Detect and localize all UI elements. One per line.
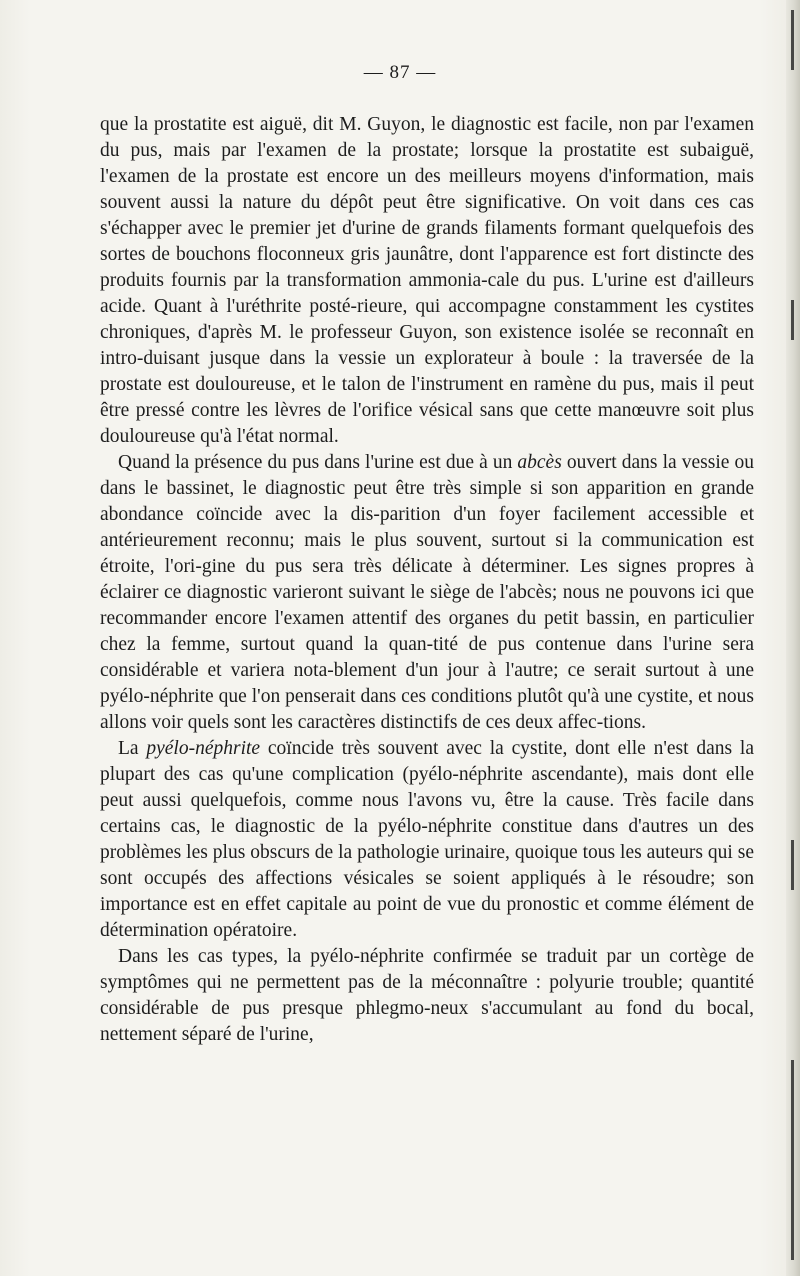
- edge-mark: [791, 10, 794, 70]
- paragraph-2-rest: ouvert dans la vessie ou dans le bassinet, le diagnostic peut être très simple si son apparition en grande abondance coïncide avec la dis-parition d'un foyer facilement accessible et antérieurement reconnu; mais le plus souvent, surtout si la communication est étroite, l'ori-gine du pus sera très délicate à déterminer. Les signes propres à éclairer ce diagnostic varieront suivant le siège de l'abcès; nous ne pouvons ici que recommander encore l'examen attentif des organes du petit bassin, en particulier chez la femme, surtout quand la quan-tité de pus contenue dans l'urine sera considérable et variera nota-blement d'un jour à l'autre; ce serait surtout à une pyélo-néphrite que l'on penserait dans ces conditions plutôt qu'à une cystite, et nous allons voir quels sont les caractères distinctifs de ces deux affec-tions.: [100, 452, 754, 733]
- paragraph-3: [100, 736, 754, 944]
- edge-mark: [791, 300, 794, 340]
- paragraph-3-start: La: [118, 738, 147, 759]
- page-number: — 87 —: [363, 62, 437, 83]
- italic-term-pyelo-nephrite: pyélo-néphrite: [146, 738, 261, 759]
- paragraph-4: Dans les cas types, la pyélo-néphrite confirmée se traduit par un cortège de symptômes qui ne permettent pas de la méconnaître : polyurie trouble; quantité considérable de pus presque phlegmo-neux s'accumulant au fond du bocal, nettement séparé de l'urine,: [100, 946, 754, 1045]
- paragraph-2: [100, 450, 754, 736]
- page-edge-shadow: [786, 0, 800, 1276]
- body-text: [100, 112, 754, 1048]
- paragraph-3-rest: coïncide très souvent avec la cystite, dont elle n'est dans la plupart des cas qu'une complication (pyélo-néphrite ascendante), mais dont elle peut aussi quelquefois, comme nous l'avons vu, être la cause. Très facile dans certains cas, le diagnostic de la pyélo-néphrite constitue dans d'autres un des problèmes les plus obscurs de la pathologie urinaire, quoique tous les auteurs qui se sont occupés des affections vésicales se soient appliqués à le résoudre; son importance est en effet capitale au point de vue du pronostic et comme élément de détermination opératoire.: [100, 738, 754, 941]
- edge-mark: [791, 840, 794, 890]
- edge-mark: [791, 1060, 794, 1260]
- italic-term-abces: abcès: [517, 452, 562, 473]
- paragraph-2-start: Quand la présence du pus dans l'urine est due à un: [118, 452, 518, 473]
- paragraph-1: que la prostatite est aiguë, dit M. Guyon, le diagnostic est facile, non par l'examen du pus, mais par l'examen de la prostate; lorsque la prostatite est subaiguë, l'examen de la prostate est encore un des meilleurs moyens d'information, mais souvent aussi la nature du dépôt peut être significative. On voit dans ces cas s'échapper avec le premier jet d'urine de grands filaments formant quelquefois des sortes de bouchons floconneux gris jaunâtre, dont l'apparence est fort distincte des produits fournis par la transformation ammonia-cale du pus. L'urine est d'ailleurs acide. Quant à l'uréthrite posté-rieure, qui accompagne constamment les cystites chroniques, d'après M. le professeur Guyon, son existence isolée se reconnaît en intro-duisant jusque dans la vessie un explorateur à boule : la traversée de la prostate est douloureuse, et le talon de l'instrument en ramène du pus, mais il peut être pressé contre les lèvres de l'orifice vésical sans que cette manœuvre soit plus douloureuse qu'à l'état normal.: [100, 114, 754, 447]
